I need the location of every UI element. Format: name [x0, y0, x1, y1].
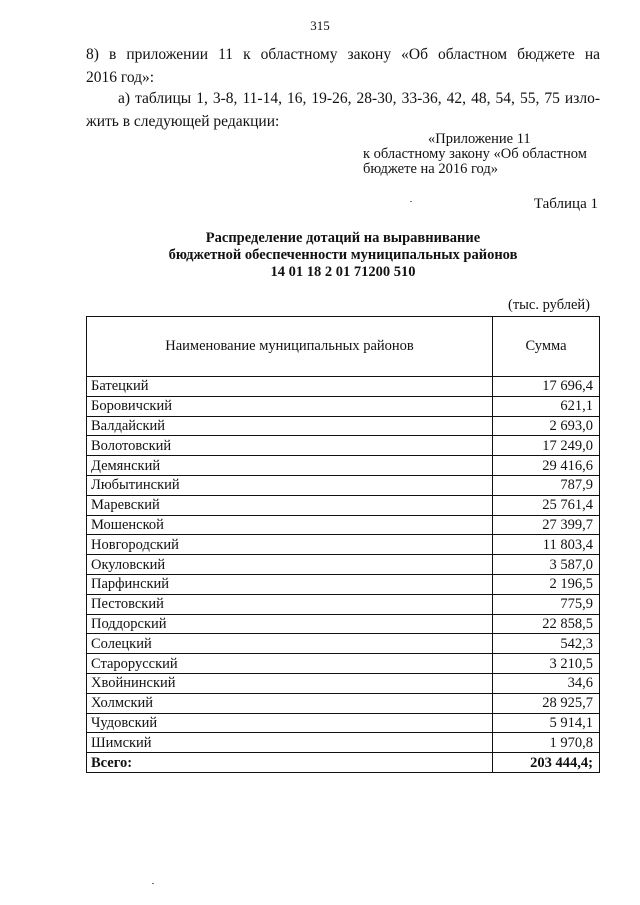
table-row [87, 456, 600, 476]
district-name: Волотовский [87, 436, 493, 456]
district-sum: 2 196,5 [493, 574, 600, 594]
district-sum: 1 970,8 [493, 733, 600, 753]
table-label: Таблица 1 [533, 196, 598, 212]
table-row [87, 574, 600, 594]
table-title-line-1: Распределение дотаций на выравнивание [205, 230, 481, 246]
scan-speck [152, 883, 154, 884]
district-sum: 621,1 [493, 396, 600, 416]
district-name: Старорусский [87, 654, 493, 674]
table-row [87, 555, 600, 575]
district-sum: 542,3 [493, 634, 600, 654]
table-row [87, 535, 600, 555]
table-row [87, 634, 600, 654]
district-name: Батецкий [87, 377, 493, 397]
district-sum: 5 914,1 [493, 713, 600, 733]
district-sum: 3 210,5 [493, 654, 600, 674]
table-row [87, 673, 600, 693]
appendix-line-1: «Приложение 11 [428, 131, 531, 147]
district-sum: 29 416,6 [493, 456, 600, 476]
district-name: Парфинский [87, 574, 493, 594]
district-sum: 2 693,0 [493, 416, 600, 436]
district-name: Любытинский [87, 475, 493, 495]
table-title-line-2: бюджетной обеспеченности муниципальных районов [168, 247, 518, 263]
table-row [87, 495, 600, 515]
district-sum: 3 587,0 [493, 555, 600, 575]
table-body [87, 377, 600, 773]
table-title [86, 230, 600, 281]
appendix-line-2: к областному закону «Об областном [363, 146, 587, 162]
intro-paragraph-line-2: а) таблицы 1, 3-8, 11-14, 16, 19-26, 28-30, 33-36, 42, 48, 54, 55, 75 изло- [118, 90, 600, 107]
table-row [87, 416, 600, 436]
intro-paragraph-line-2-continued: жить в следующей редакции: [86, 113, 280, 130]
district-sum: 34,6 [493, 673, 600, 693]
intro-paragraph-line-1-continued: 2016 год»: [86, 69, 155, 86]
district-name: Холмский [87, 693, 493, 713]
column-header-name: Наименование муниципальных районов [87, 317, 493, 377]
total-label: Всего: [87, 753, 493, 773]
total-row [87, 753, 600, 773]
district-name: Шимский [87, 733, 493, 753]
district-name: Демянский [87, 456, 493, 476]
table-row [87, 733, 600, 753]
scan-speck [410, 201, 412, 202]
district-name: Маревский [87, 495, 493, 515]
district-sum: 22 858,5 [493, 614, 600, 634]
district-sum: 11 803,4 [493, 535, 600, 555]
district-name: Солецкий [87, 634, 493, 654]
district-sum: 17 696,4 [493, 377, 600, 397]
table-row [87, 654, 600, 674]
district-sum: 25 761,4 [493, 495, 600, 515]
appendix-reference [363, 132, 613, 177]
district-name: Окуловский [87, 555, 493, 575]
district-sum: 775,9 [493, 594, 600, 614]
table-row [87, 475, 600, 495]
district-sum: 787,9 [493, 475, 600, 495]
table-row [87, 377, 600, 397]
table-row [87, 436, 600, 456]
district-name: Новгородский [87, 535, 493, 555]
district-name: Боровичский [87, 396, 493, 416]
table-row [87, 515, 600, 535]
district-name: Чудовский [87, 713, 493, 733]
total-sum: 203 444,4; [493, 753, 600, 773]
column-header-sum: Сумма [493, 317, 600, 377]
district-name: Валдайский [87, 416, 493, 436]
district-sum: 28 925,7 [493, 693, 600, 713]
table-row [87, 396, 600, 416]
district-name: Хвойнинский [87, 673, 493, 693]
district-sum: 27 399,7 [493, 515, 600, 535]
appendix-line-3: бюджете на 2016 год» [363, 161, 499, 177]
district-name: Пестовский [87, 594, 493, 614]
table-title-line-3: 14 01 18 2 01 71200 510 [270, 264, 416, 280]
page-number: 315 [310, 18, 330, 33]
table-row [87, 713, 600, 733]
table-row [87, 693, 600, 713]
subsidy-table [86, 316, 600, 773]
table-row [87, 614, 600, 634]
district-name: Мошенской [87, 515, 493, 535]
table-row [87, 594, 600, 614]
district-name: Поддорский [87, 614, 493, 634]
table-header-row [87, 317, 600, 377]
district-sum: 17 249,0 [493, 436, 600, 456]
intro-paragraph-line-1: 8) в приложении 11 к областному закону «Об областном бюджете на [86, 46, 600, 63]
units-label: (тыс. рублей) [508, 297, 590, 313]
